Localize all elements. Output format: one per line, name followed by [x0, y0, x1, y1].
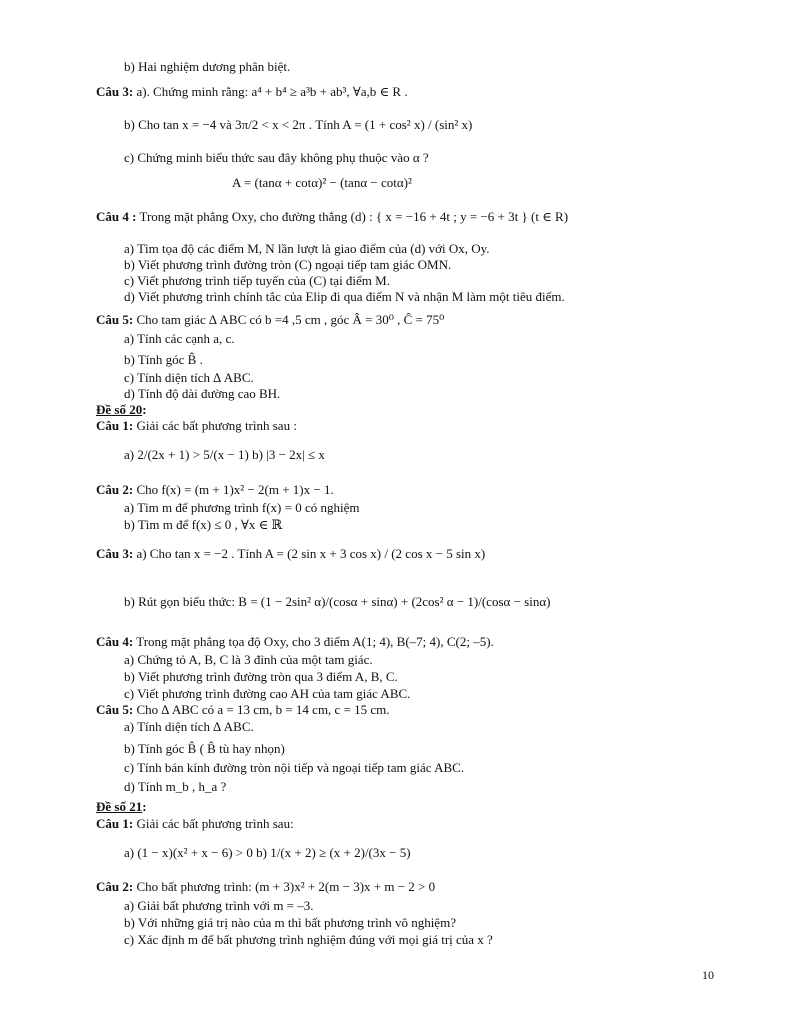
- text-line: d) Tính độ dài đường cao BH.: [124, 386, 281, 401]
- formula-line: a) 2/(2x + 1) > 5/(x − 1) b) |3 − 2x| ≤ x: [124, 447, 325, 462]
- text-line: Câu 4 : Trong mặt phẳng Oxy, cho đường thẳng (d) : { x = −16 + 4t ; y = −6 + 3t } (t ∈ R): [96, 209, 569, 224]
- text-line: b) Viết phương trình đường tròn qua 3 điểm A, B, C.: [124, 669, 398, 684]
- text-line: a) Chứng tỏ A, B, C là 3 đỉnh của một tam giác.: [124, 652, 373, 667]
- text-line: Câu 1: Giải các bất phương trình sau :: [96, 418, 297, 433]
- question-label: Câu 3:: [96, 84, 134, 99]
- question-label: Câu 2:: [96, 879, 134, 894]
- text-line: Câu 1: Giải các bất phương trình sau:: [96, 816, 294, 831]
- question-label: Câu 2:: [96, 482, 134, 497]
- text-line: Câu 2: Cho f(x) = (m + 1)x² − 2(m + 1)x − 1.: [96, 482, 334, 497]
- text-line: a) Giải bất phương trình với m = –3.: [124, 898, 314, 913]
- question-label: Câu 1:: [96, 418, 134, 433]
- text-line: c) Tính diện tích ∆ ABC.: [124, 370, 254, 385]
- formula-line: a) (1 − x)(x² + x − 6) > 0 b) 1/(x + 2) ≥ (x + 2)/(3x − 5): [124, 845, 411, 860]
- text-line: c) Viết phương trình đường cao AH của tam giác ABC.: [124, 686, 411, 701]
- text-line: c) Viết phương trình tiếp tuyến của (C) tại điểm M.: [124, 273, 390, 288]
- section-heading: Đề số 20:: [96, 402, 147, 417]
- question-label: Câu 4:: [96, 634, 134, 649]
- text-line: Câu 5: Cho ∆ ABC có a = 13 cm, b = 14 cm, c = 15 cm.: [96, 702, 390, 717]
- text-line: d) Tính m_b , h_a ?: [124, 779, 227, 794]
- text-line: b) Hai nghiệm dương phân biệt.: [124, 59, 291, 74]
- text-line: c) Chứng minh biểu thức sau đây không phụ thuộc vào α ?: [124, 150, 429, 165]
- question-label: Câu 5:: [96, 312, 134, 327]
- text-line: b) Tính góc B̂ ( B̂ tù hay nhọn): [124, 741, 285, 756]
- text-line: a) Tìm m để phương trình f(x) = 0 có nghiệm: [124, 500, 360, 515]
- text-line: b) Tìm m để f(x) ≤ 0 , ∀x ∈ ℝ: [124, 517, 283, 532]
- text-line: b) Viết phương trình đường tròn (C) ngoại tiếp tam giác OMN.: [124, 257, 452, 272]
- text-line: b) Cho tan x = −4 và 3π/2 < x < 2π . Tính A = (1 + cos² x) / (sin² x): [124, 117, 473, 132]
- text-line: Câu 2: Cho bất phương trình: (m + 3)x² + 2(m − 3)x + m − 2 > 0: [96, 879, 436, 894]
- text-line: c) Tính bán kính đường tròn nội tiếp và ngoại tiếp tam giác ABC.: [124, 760, 465, 775]
- question-label: Câu 5:: [96, 702, 134, 717]
- text-line: Câu 4: Trong mặt phẳng tọa độ Oxy, cho 3 điểm A(1; 4), B(–7; 4), C(2; –5).: [96, 634, 494, 649]
- text-line: b) Tính góc B̂ .: [124, 352, 203, 367]
- text-line: b) Với những giá trị nào của m thì bất phương trình vô nghiệm?: [124, 915, 456, 930]
- formula-line: A = (tanα + cotα)² − (tanα − cotα)²: [232, 175, 412, 190]
- text-line: Câu 3: a). Chứng minh rằng: a⁴ + b⁴ ≥ a³b + ab³, ∀a,b ∈ R .: [96, 84, 408, 99]
- question-label: Câu 4 :: [96, 209, 137, 224]
- text-line: a) Tìm tọa độ các điểm M, N lần lượt là giao điểm của (d) với Ox, Oy.: [124, 241, 490, 256]
- text-line: c) Xác định m để bất phương trình nghiệm đúng với mọi giá trị của x ?: [124, 932, 493, 947]
- text-line: Câu 3: a) Cho tan x = −2 . Tính A = (2 sin x + 3 cos x) / (2 cos x − 5 sin x): [96, 546, 486, 561]
- text-line: d) Viết phương trình chính tắc của Elip đi qua điểm N và nhận M làm một tiêu điểm.: [124, 289, 565, 304]
- text-line: Câu 5: Cho tam giác ∆ ABC có b =4 ,5 cm , góc Â = 30⁰ , Ĉ = 75⁰: [96, 312, 445, 327]
- text-line: a) Tính các cạnh a, c.: [124, 331, 235, 346]
- formula-line: b) Rút gọn biểu thức: B = (1 − 2sin² α)/(cosα + sinα) + (2cos² α − 1)/(cosα − sinα): [124, 594, 551, 609]
- question-label: Câu 1:: [96, 816, 134, 831]
- question-label: Câu 3:: [96, 546, 134, 561]
- text-line: a) Tính diện tích ∆ ABC.: [124, 719, 254, 734]
- page-number: 10: [702, 968, 714, 982]
- section-heading: Đề số 21:: [96, 799, 147, 814]
